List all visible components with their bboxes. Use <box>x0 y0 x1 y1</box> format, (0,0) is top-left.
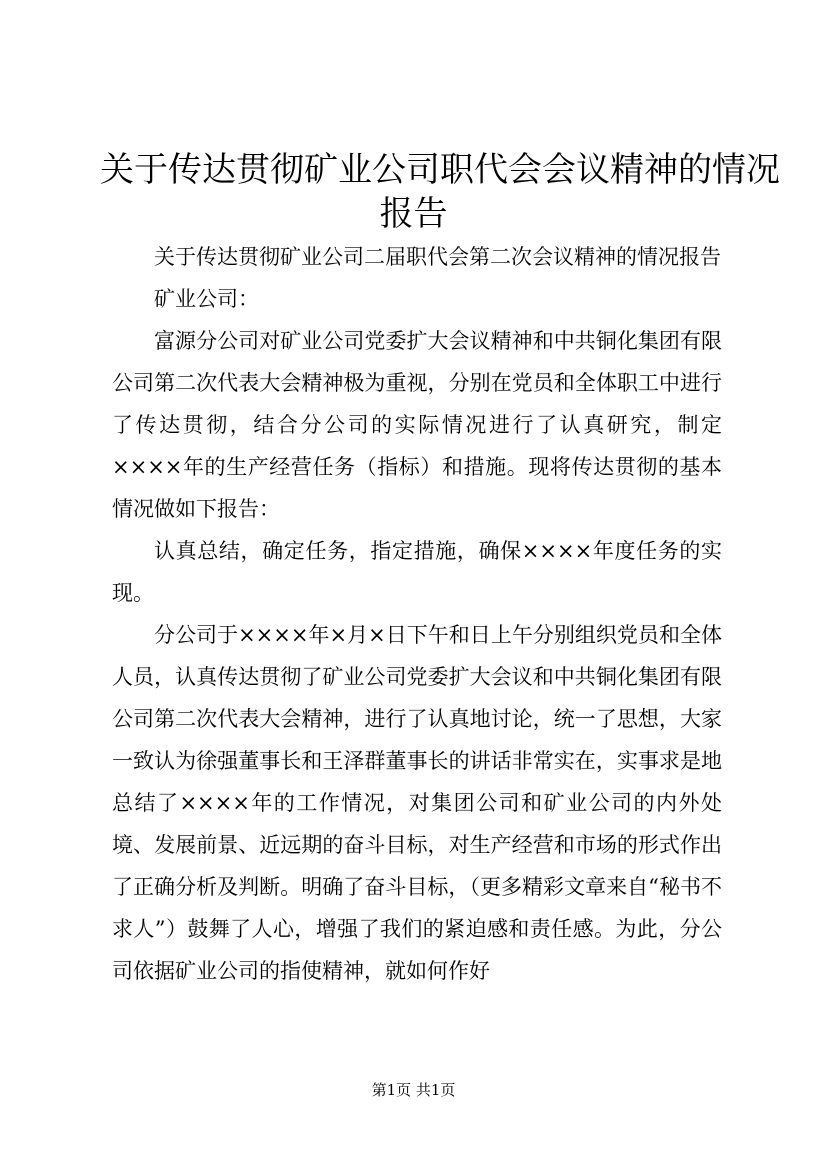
paragraph-intro: 富源分公司对矿业公司党委扩大会议精神和中共铜化集团有限公司第二次代表大会精神极为重视，分别在党员和全体职工中进行了传达贯彻，结合分公司的实际情况进行了认真研究，制定××××年的生产经营任务（指标）和措施。现将传达贯彻的基本情况做如下报告： <box>112 329 722 521</box>
document-title-line-1: 关于传达贯彻矿业公司职代会会议精神的情况 <box>100 150 780 190</box>
paragraph-section-heading: 认真总结，确定任务，指定措施，确保××××年度任务的实现。 <box>112 539 722 605</box>
page-number-footer: 第1页 共1页 <box>371 1081 456 1099</box>
paragraph-report-heading: 关于传达贯彻矿业公司二届职代会第二次会议精神的情况报告 <box>154 245 721 269</box>
paragraph-details: 分公司于××××年×月×日下午和日上午分别组织党员和全体人员，认真传达贯彻了矿业公司党委扩大会议和中共铜化集团有限公司第二次代表大会精神，进行了认真地讨论，统一了思想，大家一致认为徐强董事长和王泽群董事长的讲话非常实在，实事求是地总结了××××年的工作情况，对集团公司和矿业公司的内外处境、发展前景、近远期的奋斗目标，对生产经营和市场的形式作出了正确分析及判断。明确了奋斗目标，（更多精彩文章来自“秘书不求人”）鼓舞了人心，增强了我们的紧迫感和责任感。为此，分公司依据矿业公司的指使精神，就如何作好 <box>112 623 722 983</box>
document-body <box>112 236 722 992</box>
document-title-line-2: 报告 <box>379 194 448 234</box>
paragraph-salutation: 矿业公司： <box>154 287 259 311</box>
